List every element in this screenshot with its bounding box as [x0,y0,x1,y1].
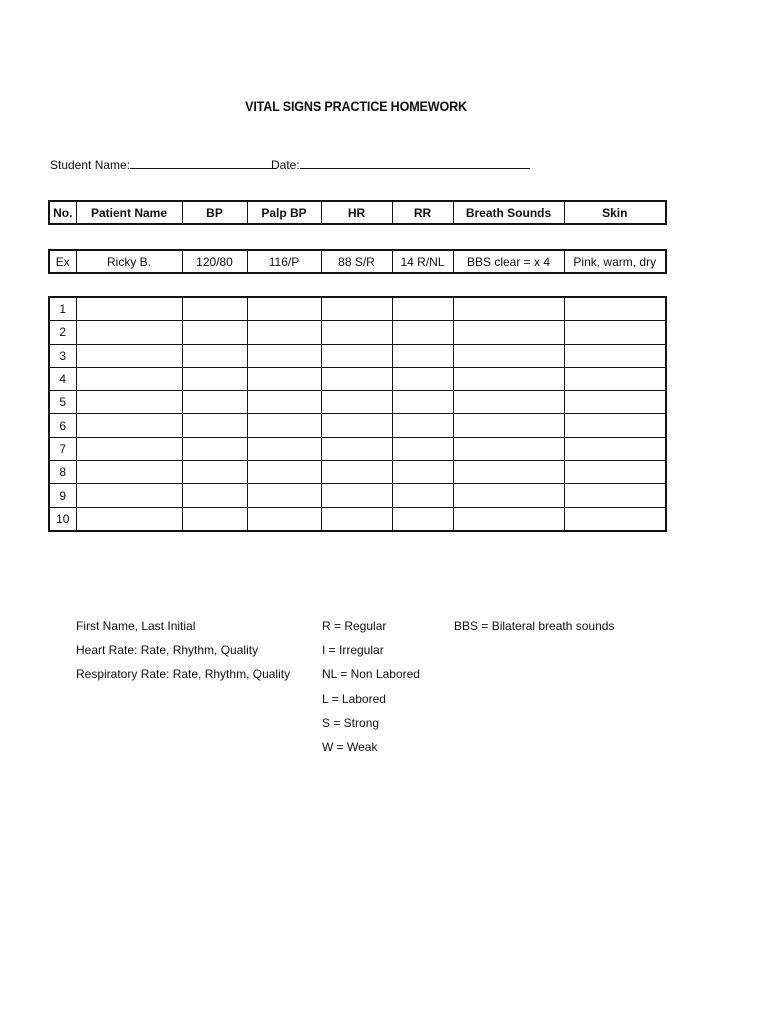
table-row [49,321,666,344]
entry-cell[interactable] [564,507,666,531]
entry-cell[interactable] [247,461,321,484]
entry-cell[interactable] [564,367,666,390]
example-patient-name: Ricky B. [76,250,182,273]
entry-cell[interactable] [392,391,453,414]
entry-cell[interactable] [247,321,321,344]
legend-item: NL = Non Labored [322,667,420,682]
col-header-no: No. [49,201,76,224]
entry-cell[interactable] [247,437,321,460]
date-label: Date: [271,158,300,172]
entry-cell[interactable] [321,461,392,484]
entry-cell[interactable] [453,321,564,344]
row-number: 4 [49,367,76,390]
legend-item: I = Irregular [322,643,384,658]
entry-cell[interactable] [76,507,182,531]
entry-cell[interactable] [182,367,247,390]
entry-cell[interactable] [321,484,392,507]
row-number: 1 [49,297,76,321]
table-row [49,344,666,367]
date-underline [300,156,530,169]
entry-cell[interactable] [182,391,247,414]
table-row [49,297,666,321]
entry-cell[interactable] [392,344,453,367]
row-number: 10 [49,507,76,531]
entry-cell[interactable] [564,321,666,344]
entry-cell[interactable] [76,367,182,390]
entry-cell[interactable] [321,437,392,460]
legend-item: L = Labored [322,691,386,706]
legend-left [76,614,290,687]
example-row [49,250,666,273]
row-number: 5 [49,391,76,414]
entry-cell[interactable] [76,321,182,344]
entry-cell[interactable] [453,507,564,531]
example-no: Ex [49,250,76,273]
entry-cell[interactable] [76,344,182,367]
col-header-patient-name: Patient Name [76,201,182,224]
example-skin: Pink, warm, dry [564,250,666,273]
legend-item: BBS = Bilateral breath sounds [454,619,615,633]
entry-cell[interactable] [182,414,247,437]
entry-cell[interactable] [247,507,321,531]
row-number: 9 [49,484,76,507]
col-header-bp: BP [182,201,247,224]
entry-cell[interactable] [182,321,247,344]
entry-cell[interactable] [392,484,453,507]
table-row [49,367,666,390]
entry-cell[interactable] [182,437,247,460]
entry-cell[interactable] [392,414,453,437]
entry-cell[interactable] [247,414,321,437]
legend-item: Respiratory Rate: Rate, Rhythm, Quality [76,667,291,682]
entry-cell[interactable] [392,297,453,321]
entry-cell[interactable] [76,484,182,507]
entry-cell[interactable] [392,461,453,484]
entry-cell[interactable] [321,297,392,321]
entry-cell[interactable] [564,297,666,321]
entry-cell[interactable] [247,391,321,414]
table-row [49,437,666,460]
entry-cell[interactable] [76,437,182,460]
entry-cell[interactable] [564,461,666,484]
legend-item: Heart Rate: Rate, Rhythm, Quality [76,643,259,658]
legend-item: S = Strong [322,715,380,730]
header-row [49,201,666,224]
entry-cell[interactable] [564,437,666,460]
example-palp-bp: 116/P [247,250,321,273]
entry-cell[interactable] [453,344,564,367]
example-rr: 14 R/NL [392,250,453,273]
entry-cell[interactable] [453,414,564,437]
entry-cell[interactable] [564,391,666,414]
entry-cell[interactable] [247,297,321,321]
col-header-hr: HR [321,201,392,224]
entry-cell[interactable] [453,461,564,484]
row-number: 6 [49,414,76,437]
legend-right [454,614,614,638]
entry-cell[interactable] [76,391,182,414]
entry-cell[interactable] [182,297,247,321]
table-row [49,414,666,437]
entry-cell[interactable] [453,484,564,507]
header-table [48,200,667,225]
example-hr: 88 S/R [321,250,392,273]
entry-cell[interactable] [321,367,392,390]
table-row [49,391,666,414]
entry-cell[interactable] [392,367,453,390]
entry-table [48,296,667,532]
table-row [49,461,666,484]
entry-cell[interactable] [182,484,247,507]
example-bp: 120/80 [182,250,247,273]
legend-middle [322,614,420,759]
entry-cell[interactable] [392,507,453,531]
entry-cell[interactable] [247,367,321,390]
entry-cell[interactable] [453,437,564,460]
entry-cell[interactable] [182,461,247,484]
example-table [48,249,667,274]
row-number: 7 [49,437,76,460]
date-field[interactable] [271,156,530,172]
entry-cell[interactable] [321,344,392,367]
entry-cell[interactable] [76,297,182,321]
entry-cell[interactable] [392,321,453,344]
entry-cell[interactable] [564,344,666,367]
entry-cell[interactable] [453,367,564,390]
entry-cell[interactable] [76,414,182,437]
entry-cell[interactable] [247,344,321,367]
legend-item: First Name, Last Initial [76,619,196,633]
entry-cell[interactable] [321,391,392,414]
entry-cell[interactable] [564,484,666,507]
entry-cell[interactable] [321,507,392,531]
row-number: 8 [49,461,76,484]
entry-cell[interactable] [564,414,666,437]
student-name-label: Student Name: [50,158,131,172]
legend-item: W = Weak [322,739,378,754]
table-row [49,507,666,531]
entry-cell[interactable] [76,461,182,484]
entry-cell[interactable] [453,391,564,414]
student-name-underline [130,156,276,169]
entry-cell[interactable] [392,437,453,460]
col-header-rr: RR [392,201,453,224]
entry-cell[interactable] [247,484,321,507]
col-header-breath-sounds: Breath Sounds [453,201,564,224]
entry-cell[interactable] [321,321,392,344]
page-title: VITAL SIGNS PRACTICE HOMEWORK [245,98,467,114]
example-breath-sounds: BBS clear = x 4 [453,250,564,273]
entry-cell[interactable] [182,507,247,531]
entry-cell[interactable] [453,297,564,321]
legend-item: R = Regular [322,619,387,633]
table-row [49,484,666,507]
entry-cell[interactable] [182,344,247,367]
col-header-skin: Skin [564,201,666,224]
student-name-field[interactable] [50,156,276,172]
row-number: 2 [49,321,76,344]
entry-cell[interactable] [321,414,392,437]
col-header-palp-bp: Palp BP [247,201,321,224]
row-number: 3 [49,344,76,367]
